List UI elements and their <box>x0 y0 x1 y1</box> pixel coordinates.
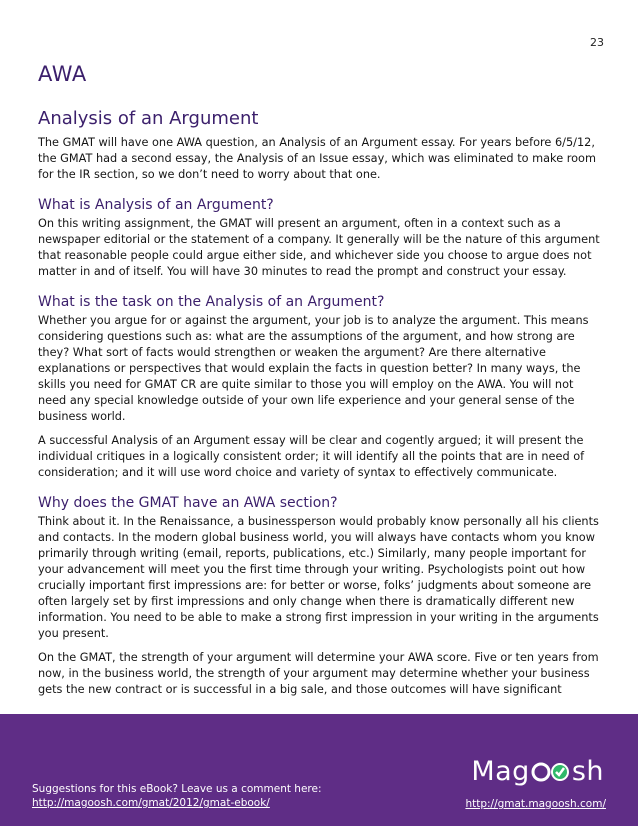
section-paragraph: On this writing assignment, the GMAT will present an argument, often in a context such as a newspaper editorial or the statement of a company. It generally will be the nature of this argument that reasonable people could argue either side, and whichever side you choose to argue does not matter in and of itself. You will have 30 minutes to read the prompt and construct your essay. <box>38 217 600 278</box>
document-body <box>38 62 604 706</box>
owl-eyes-check-icon <box>531 759 571 783</box>
magoosh-logo <box>471 754 604 788</box>
page-number: 23 <box>590 36 604 49</box>
logo-text-right: sh <box>571 755 604 787</box>
logo-text-left: Mag <box>471 755 530 787</box>
section-heading-what-is: What is Analysis of an Argument? <box>38 197 274 213</box>
section-heading-task: What is the task on the Analysis of an Argument? <box>38 294 385 310</box>
section-paragraph: Think about it. In the Renaissance, a businessperson would probably know personally all his clients and contacts. In the modern global business world, you will always have contacts whom you know primarily through writing (email, reports, publications, etc.) Similarly, many people important for your advancement will meet you the first time through your writing. Psychologists point out how crucially important first impressions are: for better or worse, folks’ judgments about someone are often largely set by first impressions and only change when there is dramatically different new information. You need to be able to make a strong first impression in your writing in the arguments you present. <box>38 515 599 640</box>
section-title: Analysis of an Argument <box>38 108 259 129</box>
section-paragraph: Whether you argue for or against the argument, your job is to analyze the argument. This means considering questions such as: what are the assumptions of the argument, and how strong are they? What sort of facts would strengthen or weaken the argument? Are there alternative explanations or perspectives that would explain the facts in question better? In many ways, the skills you need for GMAT CR are quite similar to those you will employ on the AWA. You will not need any special knowledge outside of your own life experience and your general sense of the business world. <box>38 314 589 423</box>
suggestion-link[interactable]: http://magoosh.com/gmat/2012/gmat-ebook/ <box>32 797 270 809</box>
intro-paragraph: The GMAT will have one AWA question, an Analysis of an Argument essay. For years before 6/5/12, the GMAT had a second essay, the Analysis of an Issue essay, which was eliminated to make room for the IR section, so we don’t need to worry about that one. <box>38 136 596 181</box>
section-heading-why: Why does the GMAT have an AWA section? <box>38 495 338 511</box>
site-link[interactable]: http://gmat.magoosh.com/ <box>465 798 606 810</box>
footer-suggestions <box>32 782 322 810</box>
section-paragraph: On the GMAT, the strength of your argument will determine your AWA score. Five or ten years from now, in the business world, the strength of your argument may determine whether your business gets the new contract or is successful in a big sale, and those outcomes will have significant <box>38 651 599 696</box>
section-paragraph: A successful Analysis of an Argument essay will be clear and cogently argued; it will present the individual critiques in a logically consistent order; it will identify all the points that are in need of consideration; and it will use word choice and variety of syntax to effectively communicate. <box>38 434 585 479</box>
footer-banner <box>0 714 638 826</box>
suggestion-text: Suggestions for this eBook? Leave us a comment here: <box>32 783 322 795</box>
page-title: AWA <box>38 62 87 86</box>
